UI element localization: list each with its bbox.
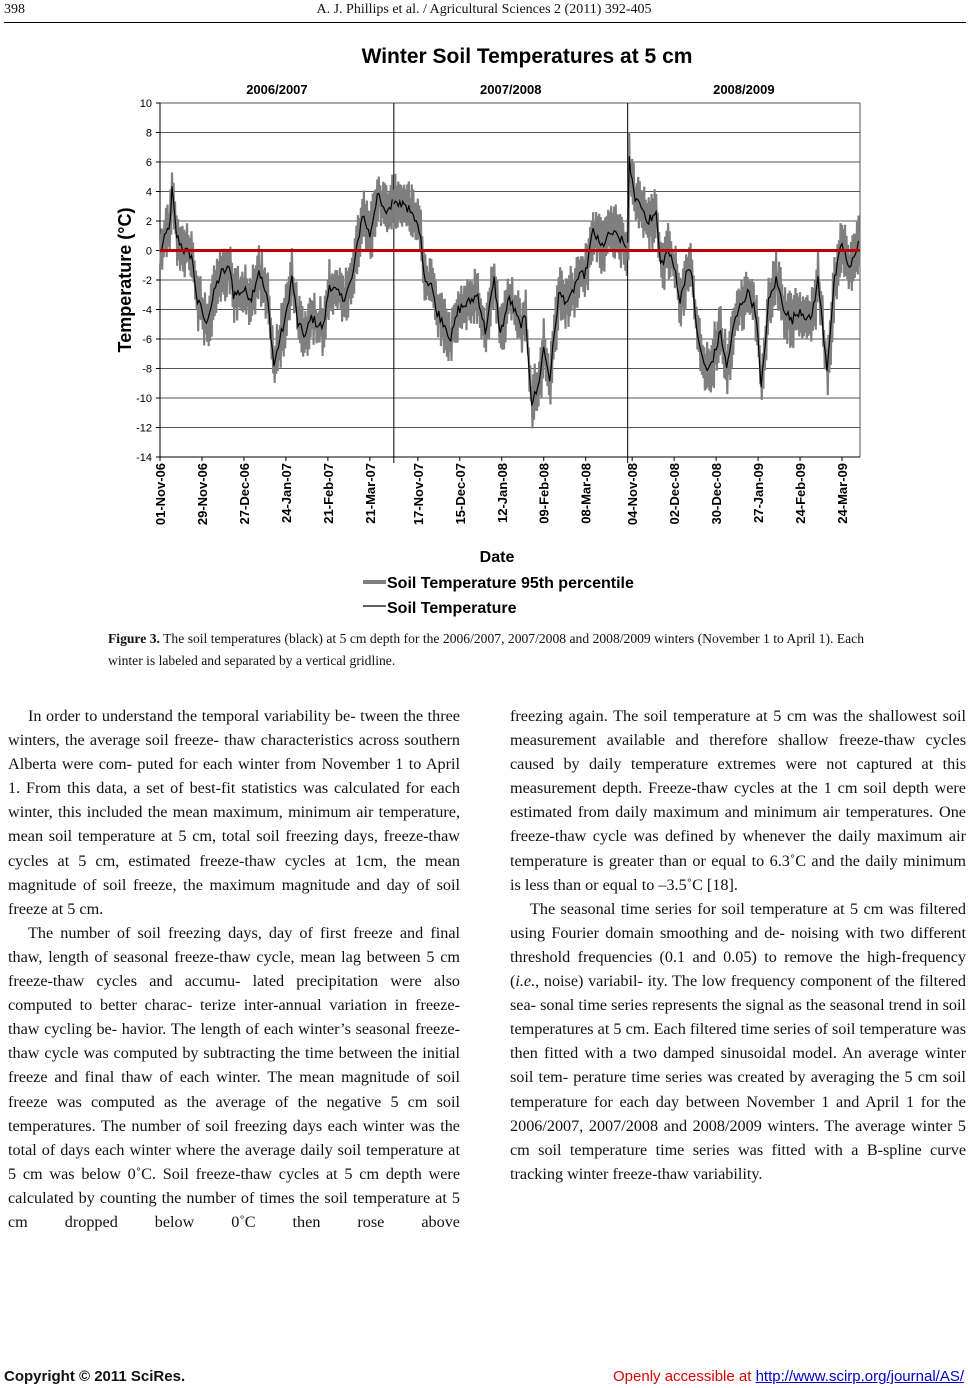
figure-caption bbox=[108, 628, 864, 672]
caption-text: The soil temperatures (black) at 5 cm depth for the 2006/2007, 2007/2008 and 2008/2009 winters (November 1 to April 1). Each winter is labeled and separated by a vertical gridline. bbox=[108, 631, 864, 668]
x-tick-label: 21-Feb-07 bbox=[320, 463, 336, 524]
y-tick-label: 4 bbox=[145, 186, 152, 199]
y-tick-label: -10 bbox=[136, 393, 152, 405]
right-column bbox=[510, 704, 966, 1186]
journal-link[interactable]: http://www.scirp.org/journal/AS/ bbox=[755, 1368, 964, 1385]
y-tick-label: -6 bbox=[142, 334, 152, 346]
x-tick-label: 21-Mar-07 bbox=[362, 463, 378, 524]
x-tick-label: 30-Dec-08 bbox=[709, 463, 725, 525]
x-tick-label: 17-Nov-07 bbox=[410, 463, 426, 526]
x-tick-label: 29-Nov-06 bbox=[194, 463, 210, 526]
italic-text: i.e. bbox=[515, 972, 536, 991]
x-tick-label: 01-Nov-06 bbox=[153, 463, 168, 526]
chart-title: Winter Soil Temperatures at 5 cm bbox=[361, 45, 693, 68]
x-tick-label: 09-Feb-08 bbox=[536, 463, 552, 524]
y-tick-label: -12 bbox=[136, 422, 152, 435]
soil-temperature-chart bbox=[0, 0, 968, 625]
page-footer bbox=[0, 1368, 968, 1388]
y-tick-label: -8 bbox=[142, 363, 152, 376]
x-tick-label: 24-Feb-09 bbox=[793, 463, 809, 524]
paragraph bbox=[510, 897, 966, 1186]
y-tick-label: -2 bbox=[142, 275, 152, 287]
x-tick-label: 24-Mar-09 bbox=[835, 463, 851, 524]
copyright: Copyright © 2011 SciRes. bbox=[4, 1368, 186, 1385]
x-tick-label: 02-Dec-08 bbox=[667, 463, 683, 525]
left-column bbox=[8, 704, 460, 1234]
winter-label: 2006/2007 bbox=[246, 82, 308, 97]
x-axis-label: Date bbox=[479, 549, 515, 566]
winter-label: 2008/2009 bbox=[713, 82, 775, 97]
y-tick-label: 8 bbox=[145, 127, 152, 140]
y-tick-label: 6 bbox=[145, 157, 152, 169]
page-number: 398 bbox=[4, 2, 25, 17]
y-tick-label: -4 bbox=[142, 304, 152, 317]
winter-label: 2007/2008 bbox=[480, 82, 542, 97]
x-tick-label: 04-Nov-08 bbox=[625, 463, 641, 526]
x-tick-label: 08-Mar-08 bbox=[578, 463, 594, 524]
x-tick-label: 15-Dec-07 bbox=[452, 463, 468, 525]
paragraph: freezing again. The soil temperature at 5 cm was the shallowest soil measurement available and therefore shallow freeze-thaw cycles caused by daily temperature extremes were not captured at this measurement depth. Freeze-thaw cycles at the 1 cm soil depth were estimated from daily maximum and minimum air temperatures. One freeze-thaw cycle was defined by whenever the daily maximum air temperature is greater than or equal to 6.3˚C and the daily minimum is less than or equal to –3.5˚C [18]. bbox=[510, 707, 966, 894]
y-tick-label: 0 bbox=[145, 245, 152, 258]
text: , noise) variabil- ity. The low frequency component of the filtered sea- sonal time series represents the signal as the seasonal trend in soil temperatures at 5 cm. Each filtered time series of soil temperature was then fitted with a two damped sinusoidal model. An average winter soil tem- perature time series was created by averaging the 5 cm soil temperature for each day between November 1 and April 1 for the 2006/2007, 2007/2008 and 2008/2009 winters. The average winter 5 cm soil temperature time series was fitted with a B-spline curve tracking winter freeze-thaw variability. bbox=[510, 972, 966, 1183]
legend-label-percentile: Soil Temperature 95th percentile bbox=[387, 575, 634, 592]
open-access-label: Openly accessible at bbox=[613, 1368, 756, 1385]
x-tick-label: 12-Jan-08 bbox=[494, 463, 510, 523]
y-tick-label: -14 bbox=[136, 452, 152, 464]
y-axis-label: Temperature (°C) bbox=[115, 207, 135, 353]
paragraph: The number of soil freezing days, day of first freeze and final thaw, length of seasonal freeze-thaw cycle, mean lag between 5 cm freeze-thaw cycles and accumu- lated precipitation were also computed to better charac- terize inter-annual variation in freeze-thaw cycling be- havior. The length of each winter’s seasonal freeze-thaw cycle was computed by subtracting the time between the initial freeze and final thaw of each winter. The mean magnitude of soil freeze was computed as the average of the negative 5 cm soil temperatures. The number of soil freezing days each winter was the total of days each winter where the average daily soil temperature at 5 cm was below 0˚C. Soil freeze-thaw cycles at 5 cm depth were calculated by counting the number of times the soil temperature at 5 cm dropped below 0˚C then rose above bbox=[8, 923, 460, 1231]
x-tick-label: 24-Jan-07 bbox=[278, 463, 294, 523]
y-tick-label: 2 bbox=[145, 216, 152, 228]
legend-label-soil-temperature: Soil Temperature bbox=[387, 600, 517, 617]
text: The seasonal time series for soil temperature at 5 cm was filtered using Fourier domain smoothing and de- noising with two different threshold frequencies (0.1 and 0.05) to remove the high-frequency ( bbox=[510, 899, 966, 991]
x-tick-label: 27-Dec-06 bbox=[236, 463, 252, 525]
running-title: A. J. Phillips et al. / Agricultural Sciences 2 (2011) 392-405 bbox=[316, 2, 652, 17]
paragraph: In order to understand the temporal variability be- tween the three winters, the average soil freeze- thaw characteristics across southern Alberta were com- puted for each winter from November 1 to April 1. From this data, a set of best-fit statistics was calculated for each winter, this included the mean maximum, minimum air temperature, mean soil temperature at 5 cm, total soil freezing days, freeze-thaw cycles at 5 cm, estimated freeze-thaw cycles at 1cm, the mean magnitude of soil freeze, the maximum magnitude and day of soil freeze at 5 cm. bbox=[8, 707, 460, 918]
open-access-note bbox=[613, 1368, 964, 1385]
y-tick-label: 10 bbox=[139, 98, 152, 110]
caption-label: Figure 3. bbox=[108, 631, 160, 646]
percentile-band-2008/2009 bbox=[628, 132, 860, 400]
x-tick-label: 27-Jan-09 bbox=[751, 463, 767, 523]
